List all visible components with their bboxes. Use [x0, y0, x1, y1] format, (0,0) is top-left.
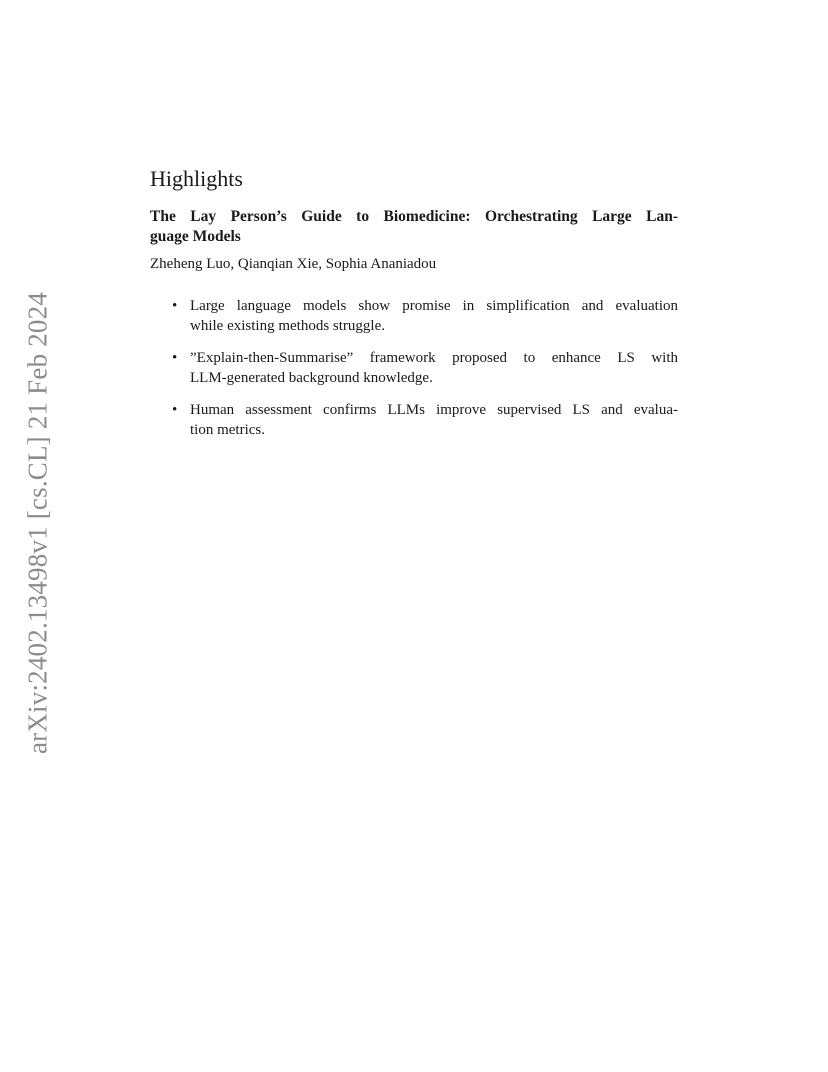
section-heading-highlights: Highlights	[150, 166, 243, 191]
paper-title-line-2: guage Models	[150, 228, 241, 245]
highlight-item-1	[170, 296, 678, 336]
highlight-1-line-1: Large language models show promise in simplification and evaluation	[190, 298, 678, 314]
bullet-icon: •	[172, 402, 178, 418]
highlight-item-3	[170, 400, 678, 440]
arxiv-identifier-stamp: arXiv:2402.13498v1 [cs.CL] 21 Feb 2024	[22, 291, 53, 755]
highlight-3-line-1: Human assessment confirms LLMs improve supervised LS and evalua-	[190, 402, 678, 418]
highlight-2-line-2: LLM-generated background knowledge.	[190, 370, 433, 386]
paper-title	[150, 207, 678, 247]
highlight-item-2	[170, 348, 678, 388]
bullet-icon: •	[172, 350, 178, 366]
highlight-2-line-1: ”Explain-then-Summarise” framework proposed to enhance LS with	[190, 350, 678, 366]
highlight-3-line-2: tion metrics.	[190, 422, 265, 438]
highlight-1-line-2: while existing methods struggle.	[190, 318, 385, 334]
bullet-icon: •	[172, 298, 178, 314]
paper-title-line-1: The Lay Person’s Guide to Biomedicine: Orchestrating Large Lan-	[150, 208, 678, 225]
highlights-list	[170, 296, 678, 452]
author-list: Zheheng Luo, Qianqian Xie, Sophia Ananiadou	[150, 256, 437, 272]
